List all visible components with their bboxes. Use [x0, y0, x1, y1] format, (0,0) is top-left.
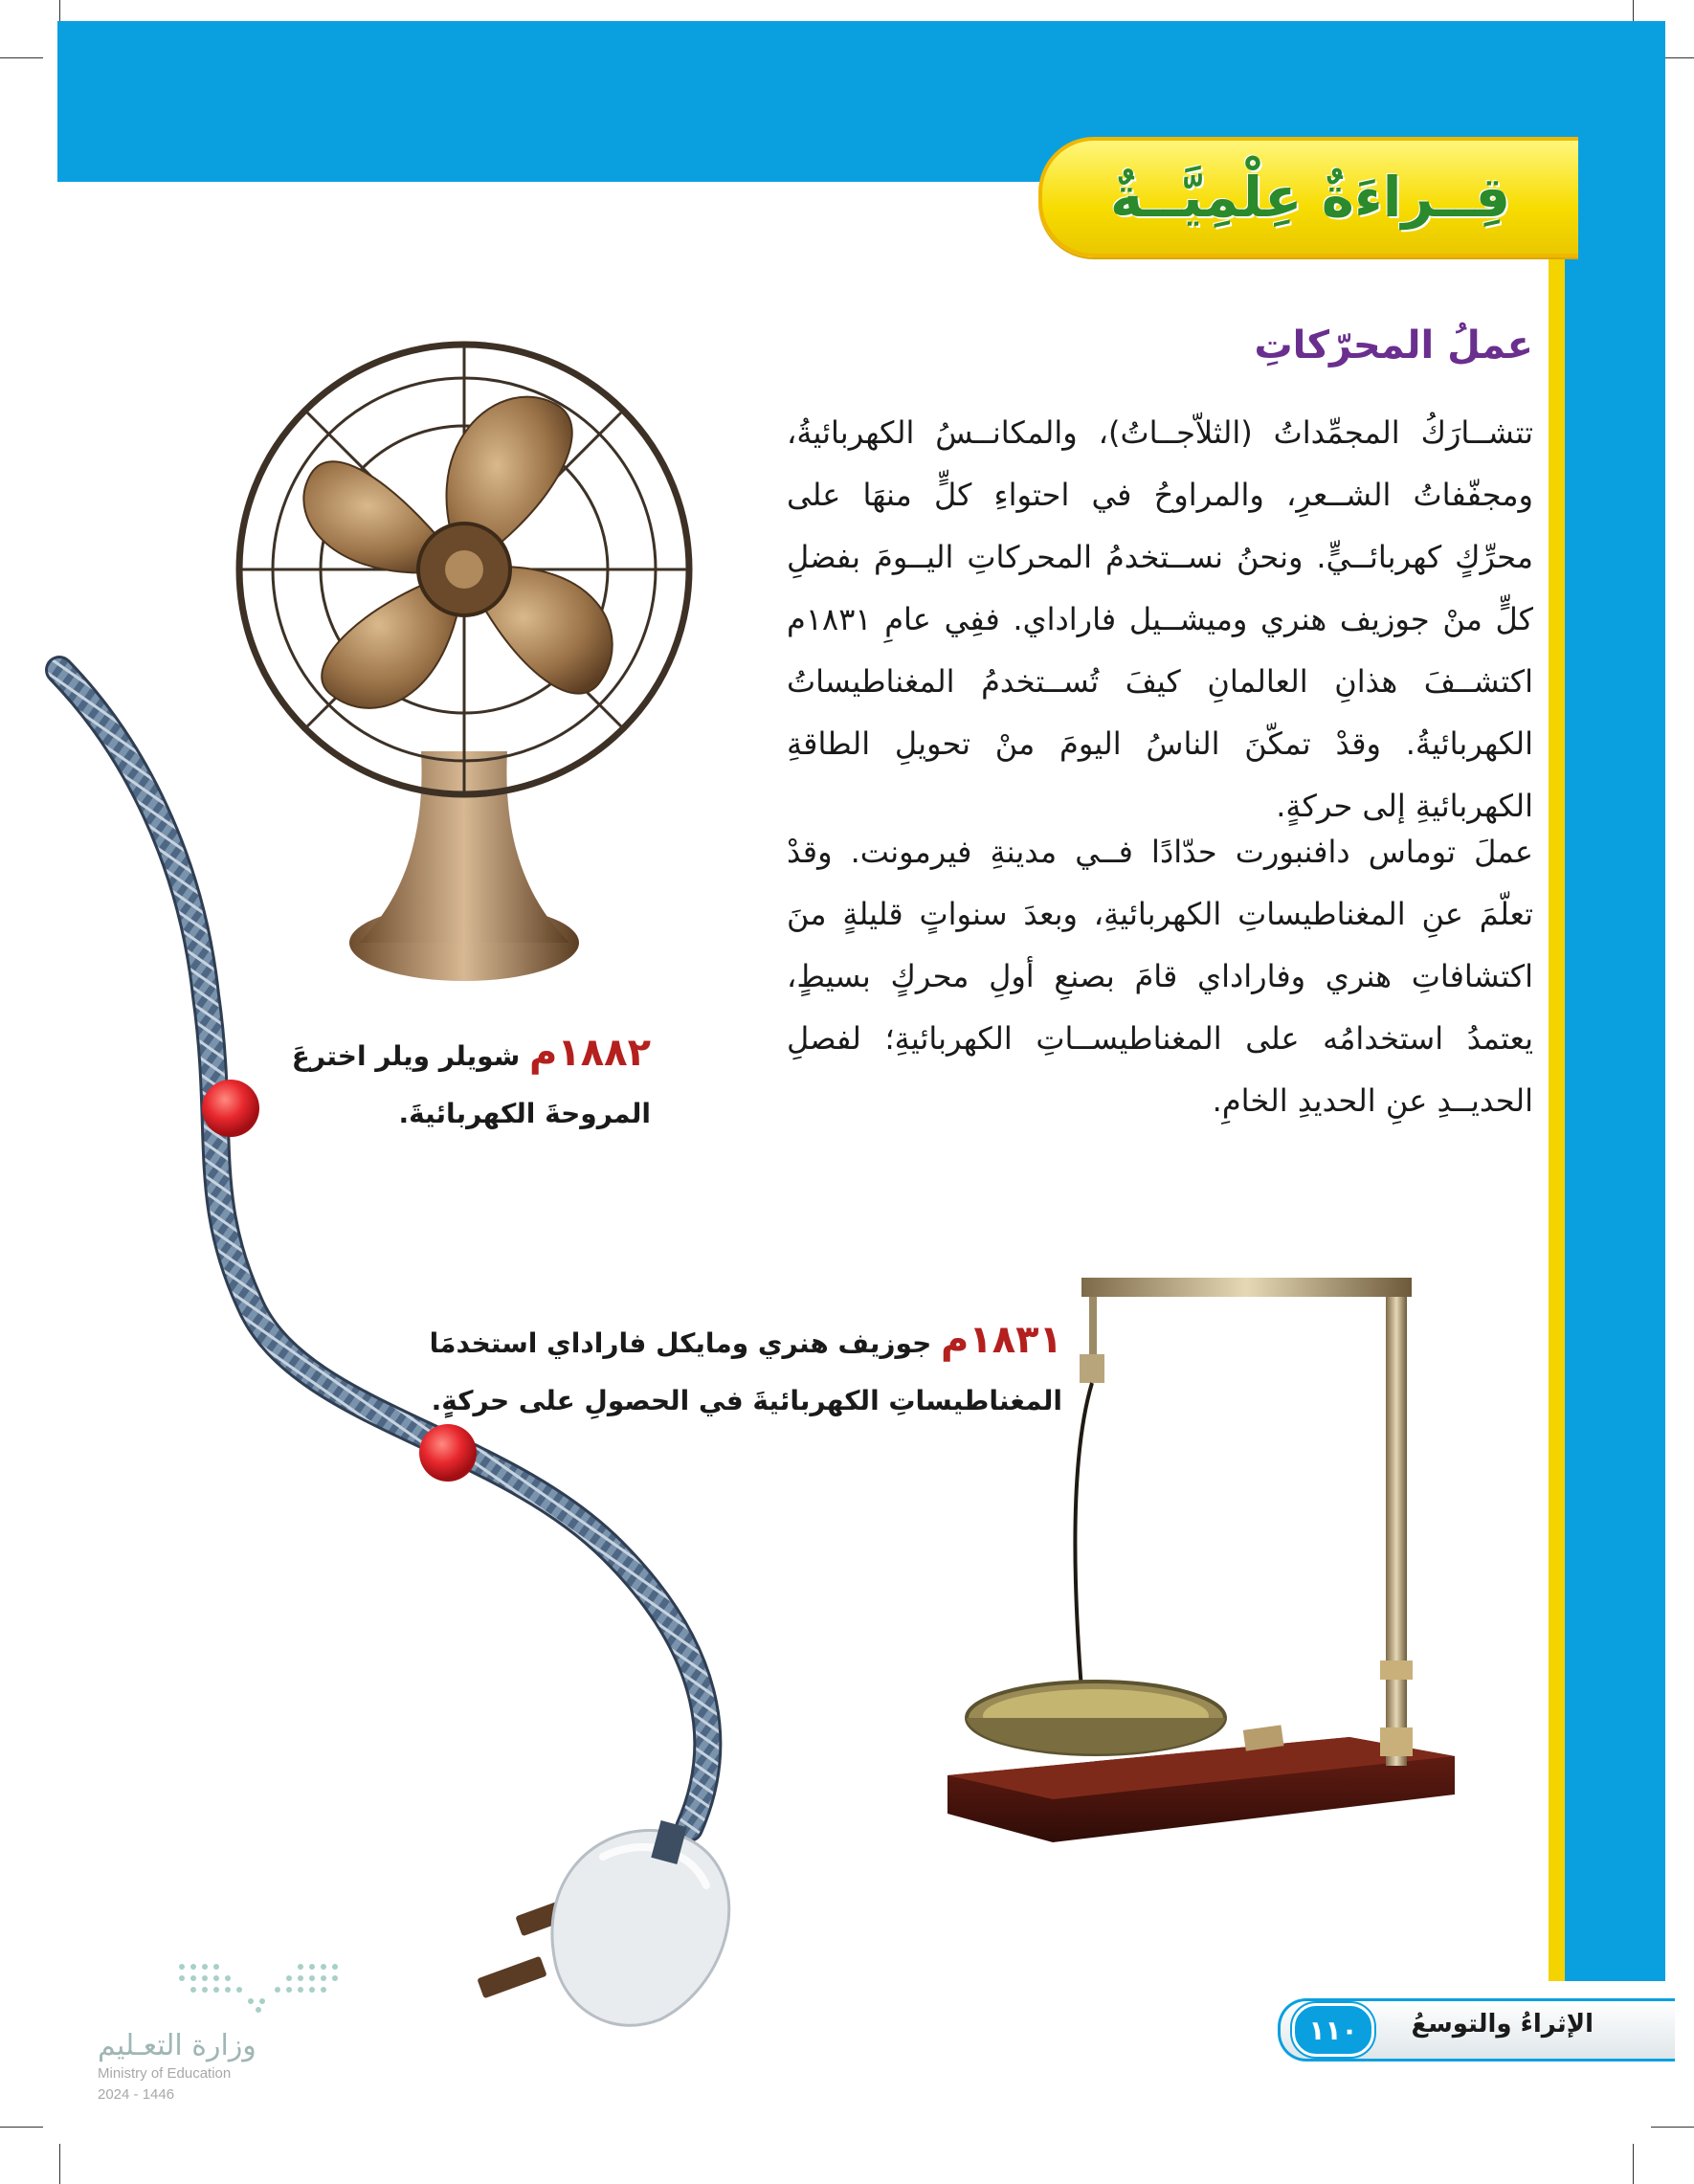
- page-number: ١١٠: [1308, 2014, 1358, 2046]
- article-heading: عملُ المحرّكاتِ: [1254, 323, 1533, 368]
- ministry-name-english: Ministry of Education: [98, 2065, 232, 2082]
- timeline-caption-1831: [392, 1311, 1062, 1430]
- footer-section-label: الإثراءُ والتوسعُ: [1411, 2010, 1594, 2039]
- page-title: قِــراءَةٌ عِلْمِيَّــةٌ: [1109, 165, 1511, 230]
- article-paragraph: عملَ توماس دافنبورت حدّادًا فــي مدينةِ فيرمونت. وقدْ تعلّمَ عنِ المغناطيساتِ الكهربائيةِ، وبعدَ سنواتٍ قليلةٍ منَ اكتشافاتِ هنري وفاراداي قامَ بصنعِ أولِ محركٍ بسيطٍ، يعتمدُ استخدامُه على المغناطيســاتِ الكهربائيةِ؛ لفصلِ الحديــدِ عنِ الحديدِ الخامِ.: [787, 834, 1533, 1119]
- timeline-marker-1831: [416, 1421, 479, 1484]
- timeline-text: المروحةَ الكهربائيةَ.: [398, 1098, 651, 1129]
- timeline-year: ١٨٨٢م: [529, 1031, 651, 1075]
- ministry-name-arabic: وزارة التعـليم: [98, 2029, 256, 2062]
- timeline-text: المغناطيساتِ الكهربائيةَ في الحصولِ على حركةٍ.: [431, 1385, 1062, 1416]
- timeline-text: جوزيف هنري ومايكل فاراداي استخدمَا: [429, 1327, 932, 1359]
- ministry-logo-icon: [172, 1952, 345, 2019]
- plug-illustration: [459, 1799, 747, 2048]
- electric-fan-illustration: [215, 330, 713, 1019]
- timeline-text: شويلر ويلر اخترعَ: [291, 1040, 521, 1072]
- page-number-badge: [1292, 2003, 1374, 2057]
- article-paragraph: تتشــارَكُ المجمِّداتُ (الثلاّجــاتُ)، والمكانــسُ الكهربائيةُ، ومجفّفاتُ الشــعرِ، والمراوحُ في احتواءِ كلٍّ منهَا على محرِّكٍ كهربائــيٍّ. ونحنُ نســتخدمُ المحركاتِ اليــومَ بفضلِ كلٍّ منْ جوزيف هنري وميشــيل فاراداي. ففِي عامِ ١٨٣١م اكتشــفَ هذانِ العالمانِ كيفَ تُســتخدمُ المغناطيساتُ الكهربائيةُ. وقدْ تمكّنَ الناسُ اليومَ منْ تحويلِ الطاقةِ الكهربائيةِ إلى حركةٍ.: [787, 414, 1533, 824]
- timeline-caption-1882: [249, 1024, 651, 1143]
- timeline-year: ١٨٣١م: [941, 1318, 1062, 1362]
- ministry-year: 2024 - 1446: [98, 2086, 175, 2103]
